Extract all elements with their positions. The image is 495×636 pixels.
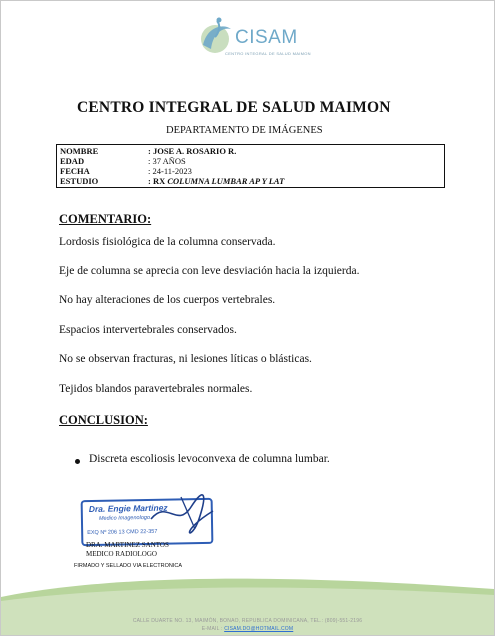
conclusion-item: Discreta escoliosis levoconvexa de columna lumbar. bbox=[89, 453, 330, 465]
electronic-signature-note: FIRMADO Y SELLADO VIA ELECTRONICA bbox=[74, 563, 182, 569]
bullet-icon bbox=[75, 459, 80, 464]
footer-contact bbox=[1, 626, 494, 632]
cisam-logo bbox=[197, 15, 311, 59]
study-prefix: : RX bbox=[148, 176, 166, 186]
report-date-value: : 24-11-2023 bbox=[148, 166, 192, 176]
comment-line: Tejidos blandos paravertebrales normales. bbox=[59, 383, 253, 395]
comment-line: Lordosis fisiológica de la columna conservada. bbox=[59, 236, 276, 248]
report-date-row bbox=[60, 166, 444, 176]
footer-address: CALLE DUARTE NO. 13, MAIMÓN, BONAO, REPUBLICA DOMINICANA, TEL.: (809)-551-2196 bbox=[132, 618, 363, 624]
comment-line: Espacios intervertebrales conservados. bbox=[59, 324, 237, 336]
conclusion-heading: CONCLUSION: bbox=[59, 413, 148, 427]
logo-tagline: CENTRO INTEGRAL DE SALUD MAIMON bbox=[225, 51, 311, 56]
comment-line: Eje de columna se aprecia con leve desviación hacia la izquierda. bbox=[59, 265, 360, 277]
comments-heading: COMENTARIO: bbox=[59, 212, 152, 226]
patient-age-label: EDAD bbox=[60, 156, 85, 166]
patient-age-row bbox=[60, 156, 444, 166]
study-label: ESTUDIO bbox=[60, 176, 99, 186]
stamp-name: Dra. Engie Martinez bbox=[88, 502, 168, 515]
comment-line: No se observan fracturas, ni lesiones líticas o blásticas. bbox=[59, 353, 312, 365]
footer-email-label: E-MAIL : bbox=[201, 626, 223, 632]
logo-wordmark: CISAM bbox=[235, 27, 298, 48]
study-name: COLUMNA LUMBAR AP Y LAT bbox=[167, 176, 285, 186]
patient-info-box bbox=[56, 144, 445, 188]
patient-name-row bbox=[60, 146, 444, 156]
report-date-label: FECHA bbox=[60, 166, 90, 176]
stamp-role: Medico Imagenologo bbox=[98, 514, 151, 522]
footer-email-link[interactable]: CISAM.DO@HOTMAIL.COM bbox=[224, 626, 294, 632]
doctor-role: MEDICO RADIOLOGO bbox=[86, 550, 157, 558]
comment-line: No hay alteraciones de los cuerpos vertebrales. bbox=[59, 294, 276, 306]
report-title: CENTRO INTEGRAL DE SALUD MAIMON bbox=[77, 99, 391, 116]
study-value bbox=[148, 176, 284, 186]
patient-age-value: : 37 AÑOS bbox=[148, 156, 186, 166]
stamp-registration: EXQ Nº 206 13 CMD 22-357 bbox=[87, 528, 158, 537]
patient-name-value: : JOSE A. ROSARIO R. bbox=[148, 146, 237, 156]
study-row bbox=[60, 176, 444, 186]
signature-scribble-icon bbox=[147, 489, 217, 535]
patient-name-label: NOMBRE bbox=[60, 146, 99, 156]
department-name: DEPARTAMENTO DE IMÁGENES bbox=[166, 125, 323, 136]
doctor-name: DRA. MARTINEZ SANTOS bbox=[86, 541, 169, 549]
